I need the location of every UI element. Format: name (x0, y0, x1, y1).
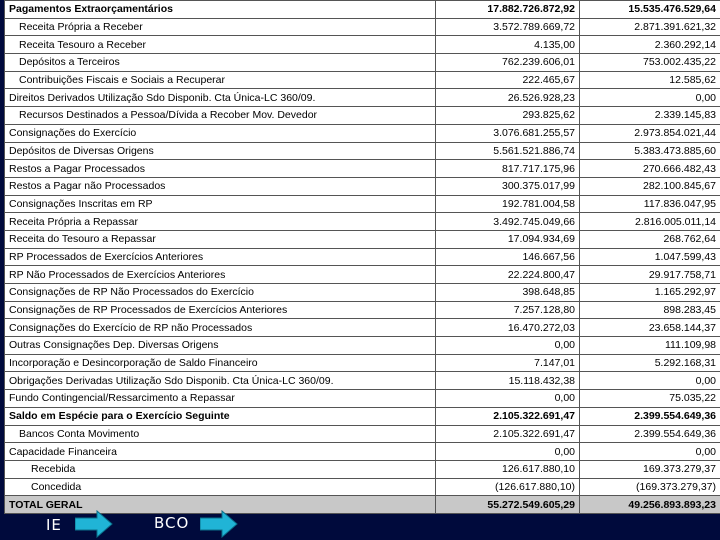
value-year-2: 2.339.145,83 (580, 107, 720, 125)
row-label: Obrigações Derivadas Utilização Sdo Disponib. Cta Única-LC 360/09. (5, 372, 436, 390)
row-label: Consignações do Exercício (5, 124, 436, 142)
arrow-right-icon[interactable] (200, 510, 238, 538)
table-row (5, 71, 720, 89)
value-year-2: 1.047.599,43 (580, 248, 720, 266)
row-label: TOTAL GERAL (5, 496, 436, 514)
table-row (5, 354, 720, 372)
row-label: RP Não Processados de Exercícios Anteriores (5, 266, 436, 284)
value-year-1: 146.667,56 (436, 248, 580, 266)
row-label: Receita do Tesouro a Repassar (5, 230, 436, 248)
row-label: Restos a Pagar não Processados (5, 177, 436, 195)
table-row (5, 266, 720, 284)
row-label: Outras Consignações Dep. Diversas Origens (5, 337, 436, 355)
row-label: Incorporação e Desincorporação de Saldo Financeiro (5, 354, 436, 372)
value-year-1: 300.375.017,99 (436, 177, 580, 195)
table-row (5, 478, 720, 496)
table-row (5, 248, 720, 266)
value-year-2: 5.383.473.885,60 (580, 142, 720, 160)
row-label: Direitos Derivados Utilização Sdo Disponib. Cta Única-LC 360/09. (5, 89, 436, 107)
value-year-1: 5.561.521.886,74 (436, 142, 580, 160)
value-year-2: 1.165.292,97 (580, 284, 720, 302)
value-year-1: 0,00 (436, 443, 580, 461)
table-row (5, 425, 720, 443)
row-label: Consignações Inscritas em RP (5, 195, 436, 213)
value-year-1: 0,00 (436, 337, 580, 355)
value-year-2: 49.256.893.893,23 (580, 496, 720, 514)
row-label: Concedida (5, 478, 436, 496)
row-label: Pagamentos Extraorçamentários (5, 1, 436, 19)
value-year-1: 16.470.272,03 (436, 319, 580, 337)
value-year-1: 817.717.175,96 (436, 160, 580, 178)
value-year-2: 268.762,64 (580, 230, 720, 248)
value-year-2: 23.658.144,37 (580, 319, 720, 337)
table-row (5, 284, 720, 302)
table-row (5, 390, 720, 408)
value-year-2: 2.360.292,14 (580, 36, 720, 54)
row-label: Depósitos a Terceiros (5, 54, 436, 72)
row-label: RP Processados de Exercícios Anteriores (5, 248, 436, 266)
value-year-1: 4.135,00 (436, 36, 580, 54)
table-row (5, 195, 720, 213)
row-label: Capacidade Financeira (5, 443, 436, 461)
row-label: Recursos Destinados a Pessoa/Dívida a Recober Mov. Devedor (5, 107, 436, 125)
value-year-1: 26.526.928,23 (436, 89, 580, 107)
section-header-row (5, 407, 720, 425)
table-row (5, 107, 720, 125)
value-year-2: 15.535.476.529,64 (580, 1, 720, 19)
table-row (5, 372, 720, 390)
value-year-1: 7.257.128,80 (436, 301, 580, 319)
value-year-1: 2.105.322.691,47 (436, 425, 580, 443)
table-row (5, 177, 720, 195)
table-row (5, 319, 720, 337)
table-row (5, 18, 720, 36)
value-year-2: 117.836.047,95 (580, 195, 720, 213)
value-year-2: 169.373.279,37 (580, 460, 720, 478)
value-year-1: 222.465,67 (436, 71, 580, 89)
value-year-1: 7.147,01 (436, 354, 580, 372)
nav-label-bco: BCO (154, 514, 190, 532)
table-row (5, 460, 720, 478)
value-year-2: 753.002.435,22 (580, 54, 720, 72)
table-row (5, 443, 720, 461)
value-year-2: 29.917.758,71 (580, 266, 720, 284)
row-label: Restos a Pagar Processados (5, 160, 436, 178)
table-row (5, 54, 720, 72)
row-label: Consignações do Exercício de RP não Processados (5, 319, 436, 337)
value-year-1: 762.239.606,01 (436, 54, 580, 72)
value-year-1: 192.781.004,58 (436, 195, 580, 213)
value-year-1: (126.617.880,10) (436, 478, 580, 496)
row-label: Consignações de RP Não Processados do Exercício (5, 284, 436, 302)
value-year-1: 22.224.800,47 (436, 266, 580, 284)
table-row (5, 213, 720, 231)
value-year-2: 2.973.854.021,44 (580, 124, 720, 142)
value-year-2: 0,00 (580, 89, 720, 107)
row-label: Contribuições Fiscais e Sociais a Recuperar (5, 71, 436, 89)
value-year-2: 2.399.554.649,36 (580, 425, 720, 443)
value-year-2: 282.100.845,67 (580, 177, 720, 195)
value-year-2: 12.585,62 (580, 71, 720, 89)
value-year-1: 55.272.549.605,29 (436, 496, 580, 514)
section-header-row (5, 1, 720, 19)
value-year-2: 2.399.554.649,36 (580, 407, 720, 425)
value-year-2: 111.109,98 (580, 337, 720, 355)
table-row (5, 337, 720, 355)
table-row (5, 160, 720, 178)
slide-navigation-bar (0, 501, 720, 540)
row-label: Consignações de RP Processados de Exercícios Anteriores (5, 301, 436, 319)
value-year-1: 3.492.745.049,66 (436, 213, 580, 231)
value-year-2: 75.035,22 (580, 390, 720, 408)
row-label: Saldo em Espécie para o Exercício Seguinte (5, 407, 436, 425)
row-label: Receita Própria a Receber (5, 18, 436, 36)
row-label: Receita Tesouro a Receber (5, 36, 436, 54)
value-year-1: 17.094.934,69 (436, 230, 580, 248)
value-year-2: 270.666.482,43 (580, 160, 720, 178)
value-year-1: 17.882.726.872,92 (436, 1, 580, 19)
value-year-2: (169.373.279,37) (580, 478, 720, 496)
table-row (5, 230, 720, 248)
value-year-2: 2.816.005.011,14 (580, 213, 720, 231)
value-year-2: 2.871.391.621,32 (580, 18, 720, 36)
value-year-2: 0,00 (580, 372, 720, 390)
balance-sheet (4, 0, 720, 511)
row-label: Fundo Contingencial/Ressarcimento a Repassar (5, 390, 436, 408)
row-label: Depósitos de Diversas Origens (5, 142, 436, 160)
financial-table (4, 0, 720, 514)
arrow-right-icon[interactable] (75, 510, 113, 538)
value-year-1: 2.105.322.691,47 (436, 407, 580, 425)
value-year-1: 126.617.880,10 (436, 460, 580, 478)
value-year-2: 898.283,45 (580, 301, 720, 319)
value-year-1: 3.572.789.669,72 (436, 18, 580, 36)
value-year-2: 5.292.168,31 (580, 354, 720, 372)
value-year-1: 15.118.432,38 (436, 372, 580, 390)
table-row (5, 36, 720, 54)
value-year-1: 398.648,85 (436, 284, 580, 302)
table-row (5, 301, 720, 319)
row-label: Bancos Conta Movimento (5, 425, 436, 443)
value-year-1: 3.076.681.255,57 (436, 124, 580, 142)
row-label: Receita Própria a Repassar (5, 213, 436, 231)
table-row (5, 142, 720, 160)
table-row (5, 89, 720, 107)
table-row (5, 124, 720, 142)
value-year-2: 0,00 (580, 443, 720, 461)
value-year-1: 0,00 (436, 390, 580, 408)
row-label: Recebida (5, 460, 436, 478)
nav-label-ie: IE (46, 516, 62, 534)
value-year-1: 293.825,62 (436, 107, 580, 125)
